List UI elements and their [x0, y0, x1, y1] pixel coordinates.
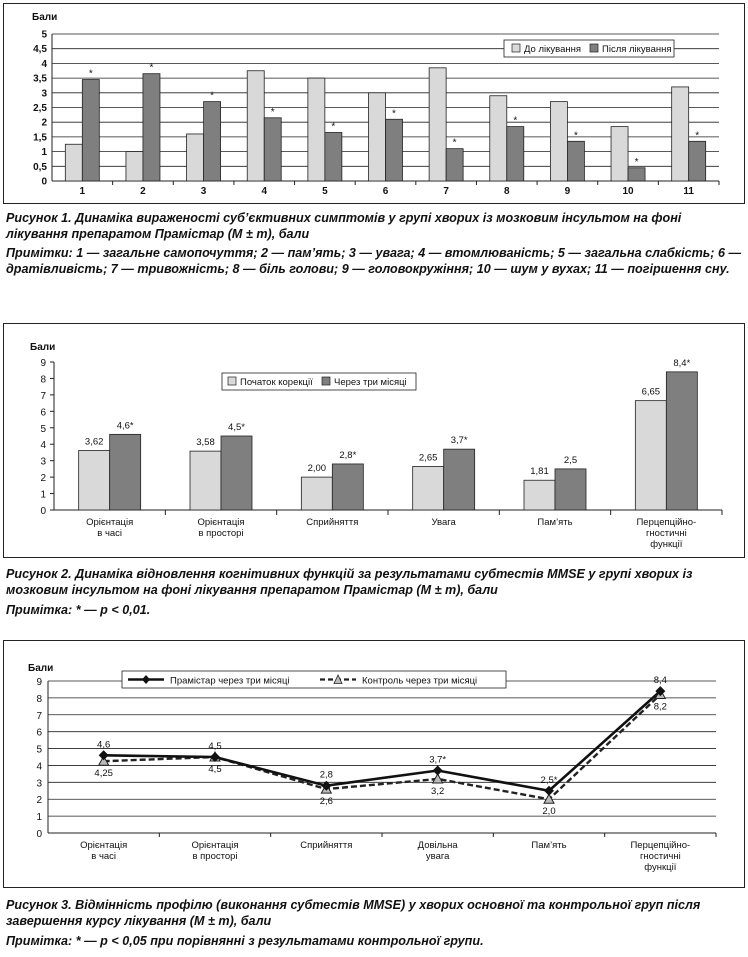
bar — [628, 168, 645, 181]
point-label-control: 4,5 — [208, 764, 222, 775]
point-label-pramistar: 4,6 — [97, 739, 111, 751]
bar-value-label: 3,7* — [450, 435, 468, 447]
legend-swatch — [512, 44, 520, 52]
significance-mark: * — [331, 121, 336, 133]
y-tick-label: 3,5 — [33, 73, 47, 85]
bar — [672, 87, 689, 181]
bar — [308, 78, 325, 181]
x-tick-label: 5 — [322, 186, 328, 197]
figure-1-title: Рисунок 1. Динаміка вираженості суб’єктивних симптомів у групі хворих із мозковим інсультом на фоні лікування препаратом Прамістар (М ± m), бали — [6, 211, 682, 241]
bar — [332, 464, 363, 510]
y-tick-label: 5 — [36, 744, 42, 756]
x-tick-label: 10 — [622, 186, 634, 197]
point-pramistar — [433, 766, 443, 776]
significance-mark: * — [88, 68, 93, 80]
bar — [635, 401, 666, 510]
y-tick-label: 8 — [36, 693, 42, 705]
significance-mark: * — [210, 90, 215, 102]
legend-swatch — [590, 44, 598, 52]
y-tick-label: 3 — [36, 778, 42, 790]
y-tick-label: 3 — [41, 88, 47, 100]
bar — [247, 71, 264, 181]
point-label-control: 2,0 — [542, 806, 556, 818]
x-tick-label: 1 — [79, 186, 86, 197]
bar — [301, 477, 332, 510]
x-tick-label: Перцепційно- — [636, 517, 697, 528]
bar-value-label: 2,00 — [307, 463, 327, 475]
x-tick-label: в просторі — [192, 851, 238, 862]
bar-value-label: 1,81 — [530, 466, 549, 478]
point-label-control: 8,2 — [653, 701, 667, 713]
y-tick-label: 9 — [36, 677, 42, 688]
series-line-control — [104, 695, 661, 800]
x-tick-label: увага — [425, 851, 450, 862]
point-label-pramistar: 2,8 — [319, 769, 333, 781]
figure-3-frame — [3, 640, 745, 888]
bar — [264, 118, 281, 181]
x-tick-label: функції — [644, 862, 677, 873]
bar — [555, 469, 586, 510]
figure-1-note: Примітки: 1 — загальне самопочуття; 2 — пам’ять; 3 — увага; 4 — втомлюваність; 5 — загальна слабкість; 6 — дратівливість; 7 — тривожність; 8 — біль голови; 9 — головокружіння; 10 — шум у вухах; 11 — погіршення сну. — [6, 246, 742, 276]
bar-value-label: 6,65 — [641, 386, 661, 398]
bar — [567, 141, 584, 181]
figure-2-frame — [3, 323, 745, 558]
bar-value-label: 4,6* — [116, 420, 134, 432]
legend-label: До лікування — [524, 44, 581, 55]
bar — [550, 102, 567, 181]
figure-2-chart — [4, 324, 744, 557]
bar — [79, 450, 110, 510]
x-tick-label: функції — [650, 539, 683, 550]
point-label-pramistar: 2,5* — [540, 774, 558, 786]
figure-3-caption — [6, 897, 744, 949]
x-tick-label: 6 — [382, 186, 389, 197]
x-tick-label: 11 — [683, 186, 694, 197]
y-tick-label: 0 — [40, 506, 46, 517]
x-tick-label: гностичні — [645, 528, 687, 539]
y-tick-label: 4 — [41, 58, 47, 70]
x-tick-label: Увага — [431, 517, 456, 528]
bar — [110, 434, 141, 510]
figure-3-note: Примітка: * — p < 0,05 при порівнянні з результатами контрольної групи. — [6, 934, 484, 948]
significance-mark: * — [573, 130, 578, 142]
figure-2-caption — [6, 566, 744, 618]
legend-swatch — [228, 377, 236, 385]
bar-value-label: 2,5 — [563, 454, 578, 466]
y-tick-label: 2 — [36, 795, 42, 807]
figure-1-frame — [3, 3, 745, 204]
bar-value-label: 3,62 — [84, 436, 104, 448]
y-tick-label: 6 — [40, 407, 46, 419]
x-tick-label: 3 — [200, 186, 207, 197]
point-label-control: 4,25 — [94, 768, 113, 780]
x-tick-label: в просторі — [198, 528, 244, 539]
point-label-control: 3,2 — [431, 785, 445, 797]
bar — [82, 80, 99, 181]
series-line-pramistar — [104, 691, 661, 791]
bar — [507, 127, 524, 181]
x-tick-label: в часі — [97, 528, 123, 539]
y-tick-label: 3 — [40, 456, 46, 468]
x-tick-label: в часі — [91, 851, 117, 862]
bar — [611, 127, 628, 181]
figure-1-chart — [4, 4, 744, 203]
y-tick-label: 9 — [40, 358, 46, 369]
y-tick-label: 0,5 — [33, 161, 47, 173]
x-tick-label: Орієнтація — [191, 840, 239, 851]
figure-3-title: Рисунок 3. Відмінність профілю (виконання субтестів MMSE) у хворих основної та контрольної груп після завершення курсу лікування (М ± m), бали — [6, 898, 701, 928]
significance-mark: * — [513, 115, 518, 127]
y-axis-label: Бали — [28, 663, 54, 674]
bar — [490, 96, 507, 181]
bar — [204, 102, 221, 181]
bar — [689, 141, 706, 181]
y-tick-label: 2,5 — [33, 103, 47, 114]
bar-value-label: 2,8* — [339, 449, 357, 461]
x-tick-label: Сприйняття — [300, 840, 353, 851]
y-tick-label: 6 — [36, 727, 42, 739]
y-tick-label: 5 — [41, 29, 47, 41]
legend-label: Початок корекції — [240, 377, 313, 388]
bar — [190, 451, 221, 510]
x-tick-label: гностичні — [639, 851, 681, 862]
x-tick-label: Пам’ять — [537, 517, 573, 528]
figure-3-chart — [4, 641, 744, 887]
y-tick-label: 1 — [41, 147, 47, 159]
bar-value-label: 4,5* — [228, 422, 245, 433]
bar — [444, 449, 475, 510]
significance-mark: * — [270, 106, 275, 118]
x-tick-label: Орієнтація — [197, 517, 245, 528]
x-tick-label: Орієнтація — [86, 517, 134, 528]
significance-mark: * — [695, 130, 700, 142]
bar-value-label: 8,4* — [673, 357, 691, 369]
figure-1-caption — [6, 210, 744, 277]
significance-mark: * — [634, 156, 639, 168]
significance-mark: * — [452, 137, 457, 149]
x-tick-label: 8 — [503, 186, 510, 197]
y-tick-label: 8 — [40, 374, 46, 386]
y-tick-label: 7 — [36, 710, 42, 722]
bar — [386, 119, 403, 181]
y-tick-label: 2 — [41, 117, 47, 129]
bar — [126, 152, 143, 181]
figure-2-title: Рисунок 2. Динаміка відновлення когнітивних функцій за результатами субтестів MMSE у групі хворих із мозковим інсультом на фоні лікування препаратом Прамістар (М ± m), бали — [6, 567, 693, 597]
significance-mark: * — [149, 62, 154, 74]
bar — [413, 466, 444, 510]
bar — [524, 480, 555, 510]
y-tick-label: 0 — [36, 829, 42, 840]
x-tick-label: Орієнтація — [80, 840, 128, 851]
legend-label: Через три місяці — [334, 377, 407, 388]
y-tick-label: 5 — [40, 423, 46, 435]
x-tick-label: 9 — [564, 186, 571, 197]
y-tick-label: 4 — [36, 761, 42, 773]
y-tick-label: 1 — [40, 489, 46, 501]
bar — [65, 144, 82, 181]
y-axis-label: Бали — [32, 12, 58, 23]
x-tick-label: 2 — [140, 186, 146, 197]
y-tick-label: 1 — [36, 812, 42, 824]
y-axis-label: Бали — [30, 342, 56, 353]
legend-label: Після лікування — [602, 44, 672, 55]
y-tick-label: 4,5 — [33, 44, 47, 56]
x-tick-label: Довільна — [417, 840, 458, 851]
point-label-control: 2,6 — [319, 796, 333, 808]
bar — [446, 149, 463, 181]
legend-swatch — [322, 377, 330, 385]
legend-label: Контроль через три місяці — [362, 675, 478, 687]
x-tick-label: Перцепційно- — [630, 840, 691, 851]
bar — [143, 74, 160, 181]
legend-label: Прамістар через три місяці — [170, 675, 290, 687]
bar — [187, 134, 204, 181]
bar — [325, 132, 342, 181]
figure-2-note: Примітка: * — p < 0,01. — [6, 603, 151, 617]
x-tick-label: 4 — [261, 186, 268, 197]
y-tick-label: 1,5 — [33, 132, 47, 144]
y-tick-label: 2 — [40, 473, 46, 485]
point-label-pramistar: 3,7* — [429, 754, 447, 766]
y-tick-label: 7 — [40, 390, 46, 402]
x-tick-label: Пам’ять — [531, 840, 567, 851]
point-pramistar — [99, 750, 109, 760]
y-tick-label: 4 — [40, 440, 46, 452]
bar-value-label: 3,58 — [196, 437, 215, 449]
point-label-pramistar: 8,4 — [653, 675, 667, 687]
bar — [221, 436, 252, 510]
bar-value-label: 2,65 — [418, 452, 438, 464]
point-label-pramistar: 4,5 — [208, 741, 222, 752]
x-tick-label: Сприйняття — [306, 517, 359, 528]
bar — [369, 93, 386, 181]
bar — [666, 372, 697, 510]
significance-mark: * — [392, 108, 396, 120]
y-tick-label: 0 — [41, 176, 47, 188]
bar — [429, 68, 446, 181]
x-tick-label: 7 — [443, 186, 449, 197]
